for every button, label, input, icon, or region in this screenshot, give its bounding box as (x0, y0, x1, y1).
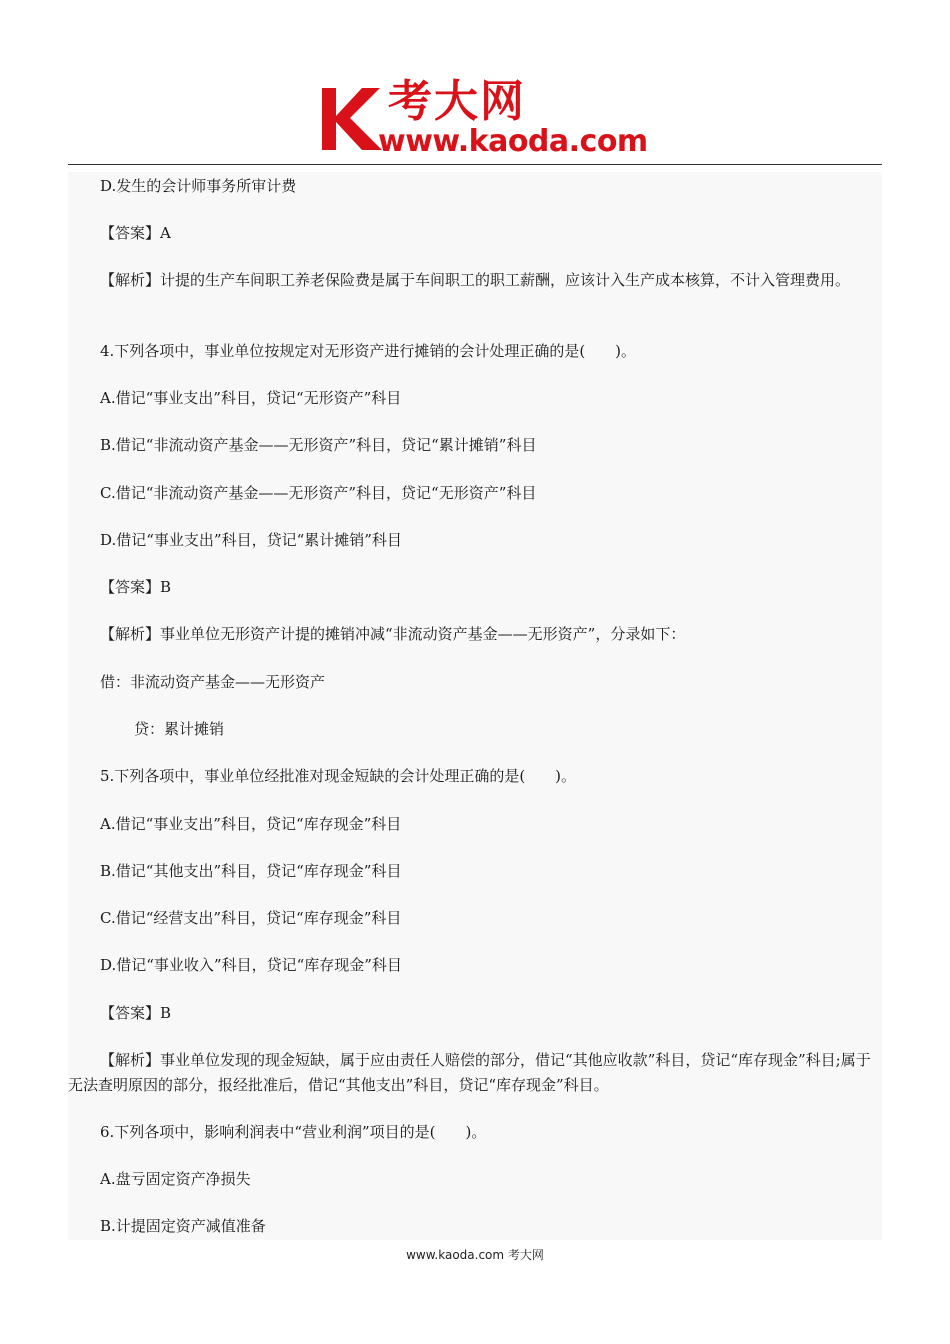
page-footer[interactable]: www.kaoda.com 考大网 (406, 1248, 544, 1262)
question-4: 4.下列各项中，事业单位按规定对无形资产进行摊销的会计处理正确的是( )。 (100, 342, 637, 360)
question-6: 6.下列各项中，影响利润表中“营业利润”项目的是( )。 (100, 1123, 487, 1141)
logo-chinese-text: 考大网 (388, 76, 526, 127)
journal-debit: 借：非流动资产基金——无形资产 (100, 673, 326, 691)
logo-url-text: www.kaoda.com (378, 124, 648, 159)
option-c-q5: C.借记“经营支出”科目，贷记“库存现金”科目 (100, 909, 402, 927)
option-b-q4: B.借记“非流动资产基金——无形资产”科目，贷记“累计摊销”科目 (100, 436, 537, 454)
answer-q3: 【答案】A (100, 224, 171, 242)
header-divider (68, 164, 882, 165)
option-a-q6: A.盘亏固定资产净损失 (100, 1170, 251, 1188)
option-b-q5: B.借记“其他支出”科目，贷记“库存现金”科目 (100, 862, 402, 880)
answer-q4: 【答案】B (100, 578, 172, 596)
option-d-q5: D.借记“事业收入”科目，贷记“库存现金”科目 (100, 956, 402, 974)
question-5: 5.下列各项中，事业单位经批准对现金短缺的会计处理正确的是( )。 (100, 767, 577, 785)
kaoda-logo[interactable] (318, 76, 648, 162)
document-body (68, 172, 882, 1240)
option-d-q4: D.借记“事业支出”科目，贷记“累计摊销”科目 (100, 531, 402, 549)
option-d-q3: D.发生的会计师事务所审计费 (100, 177, 297, 195)
analysis-q3: 【解析】计提的生产车间职工养老保险费是属于车间职工的职工薪酬，应该计入生产成本核算，不计入管理费用。 (100, 271, 851, 289)
journal-credit: 贷：累计摊销 (134, 720, 225, 738)
option-a-q4: A.借记“事业支出”科目，贷记“无形资产”科目 (100, 389, 402, 407)
answer-q5: 【答案】B (100, 1004, 172, 1022)
analysis-q5: 【解析】事业单位发现的现金短缺，属于应由责任人赔偿的部分，借记“其他应收款”科目，贷记“库存现金”科目;属于无法查明原因的部分，报经批准后，借记“其他支出”科目，贷记“库存现金”科目。 (68, 1051, 871, 1094)
option-a-q5: A.借记“事业支出”科目，贷记“库存现金”科目 (100, 815, 402, 833)
option-b-q6: B.计提固定资产减值准备 (100, 1217, 266, 1235)
page-header (0, 0, 950, 166)
analysis-q4: 【解析】事业单位无形资产计提的摊销冲减“非流动资产基金——无形资产”，分录如下： (100, 625, 686, 643)
k-logo-icon (318, 82, 384, 154)
option-c-q4: C.借记“非流动资产基金——无形资产”科目，贷记“无形资产”科目 (100, 484, 537, 502)
